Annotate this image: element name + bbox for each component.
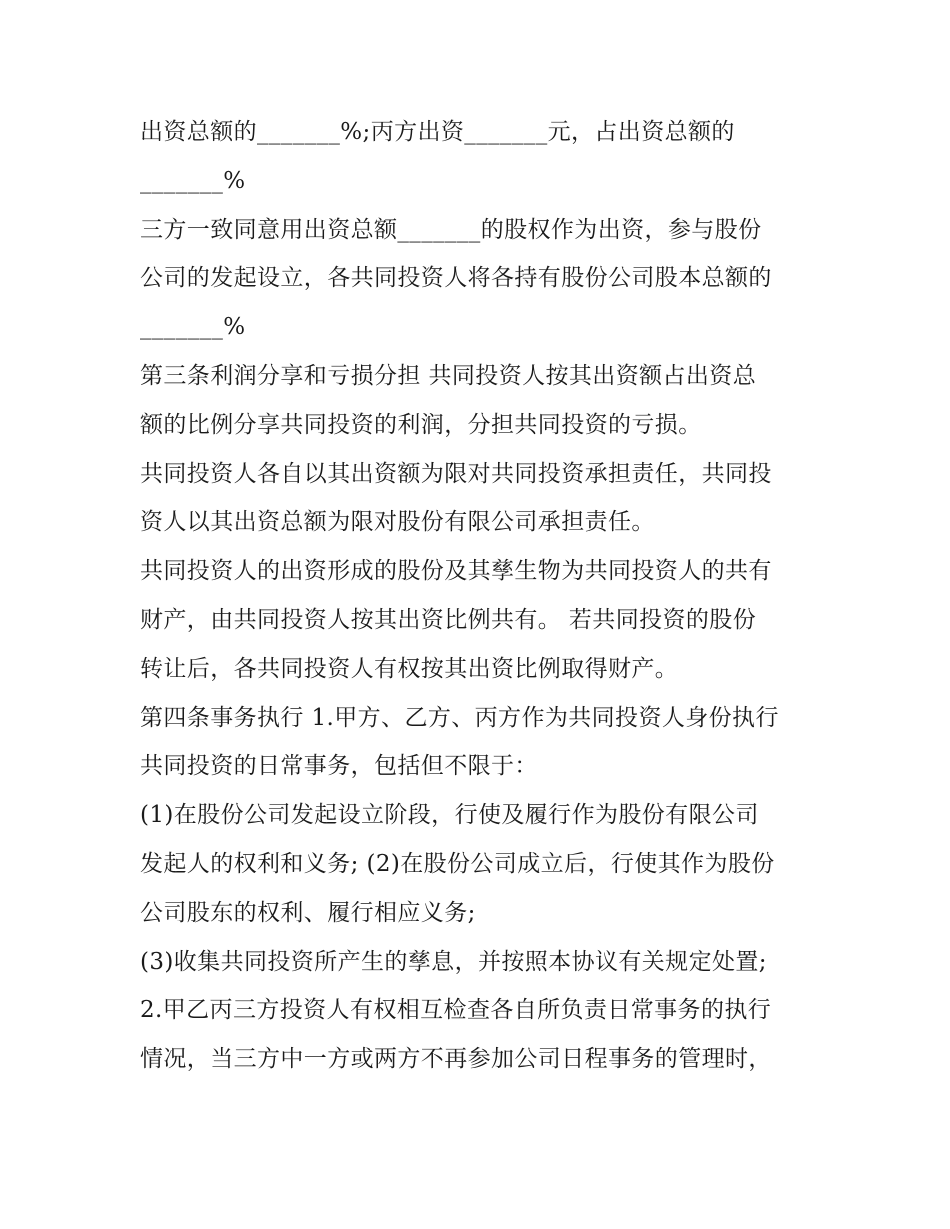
text-line: 情况，当三方中一方或两方不再参加公司日程事务的管理时， xyxy=(140,1046,772,1073)
text-line: 第四条事务执行 1.甲方、乙方、丙方作为共同投资人身份执行 xyxy=(140,704,779,731)
text-line: 共同投资人各自以其出资额为限对共同投资承担责任，共同投 xyxy=(140,460,772,487)
text-line: 转让后，各共同投资人有权按其出资比例取得财产。 xyxy=(140,655,679,682)
text-line: 三方一致同意用出资总额_______的股权作为出资，参与股份 xyxy=(140,216,762,243)
text-line: 出资总额的_______%;丙方出资_______元，占出资总额的 xyxy=(140,119,735,145)
text-line: _______% xyxy=(140,167,246,194)
text-line: 公司的发起设立，各共同投资人将各持有股份公司股本总额的 xyxy=(140,265,772,292)
text-line: 共同投资的日常事务，包括但不限于： xyxy=(140,753,538,780)
text-line: 额的比例分享共同投资的利润，分担共同投资的亏损。 xyxy=(140,411,702,438)
text-line: _______% xyxy=(140,314,246,341)
text-line: 资人以其出资总额为限对股份有限公司承担责任。 xyxy=(140,509,655,536)
text-line: 发起人的权利和义务; (2)在股份公司成立后，行使其作为股份 xyxy=(140,850,775,877)
document-body xyxy=(140,108,820,1084)
text-line: 财产，由共同投资人按其出资比例共有。 若共同投资的股份 xyxy=(140,606,757,633)
text-line: 第三条利润分享和亏损分担 共同投资人按其出资额占出资总 xyxy=(140,362,757,389)
text-line: 2.甲乙丙三方投资人有权相互检查各自所负责日常事务的执行 xyxy=(140,997,772,1024)
text-line: 共同投资人的出资形成的股份及其孳生物为共同投资人的共有 xyxy=(140,558,772,585)
text-line: (1)在股份公司发起设立阶段，行使及履行作为股份有限公司 xyxy=(140,802,759,829)
text-line: 公司股东的权利、履行相应义务; xyxy=(140,899,476,926)
text-line: (3)收集共同投资所产生的孳息，并按照本协议有关规定处置; xyxy=(140,948,767,975)
